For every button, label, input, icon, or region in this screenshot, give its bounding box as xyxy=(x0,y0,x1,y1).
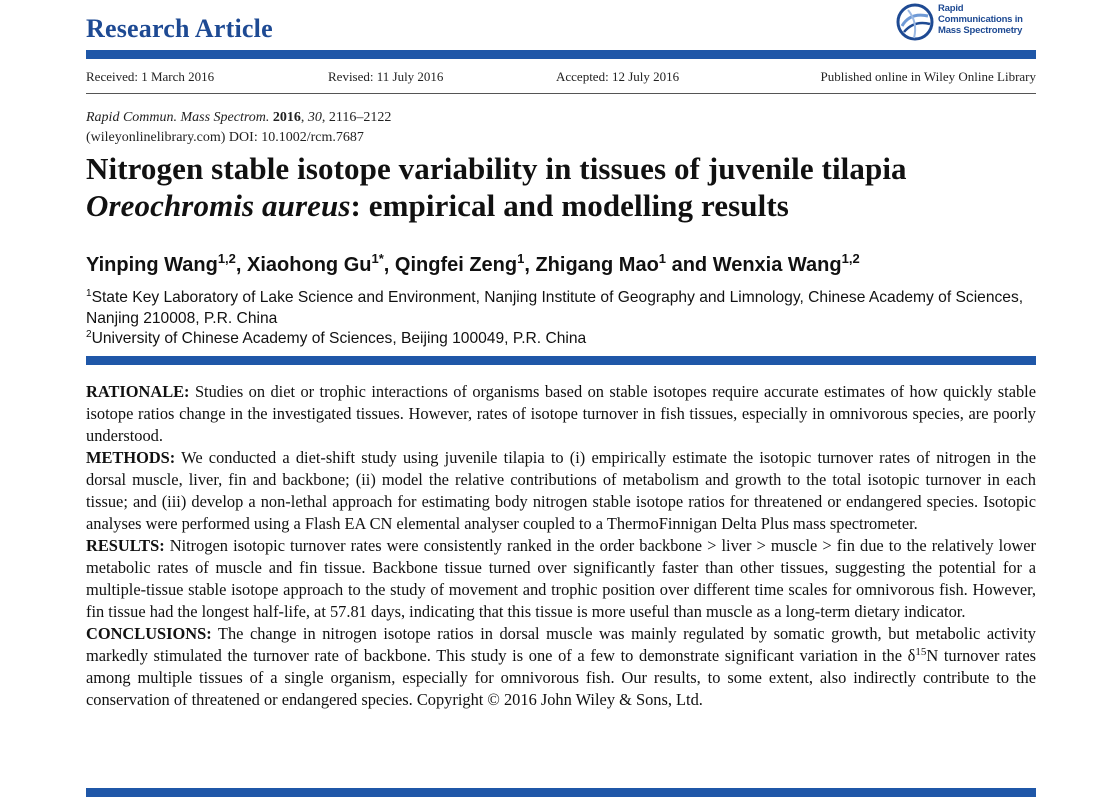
author-name: Qingfei Zeng xyxy=(394,254,518,276)
citation-volume: 30 xyxy=(307,110,322,125)
doi-line: (wileyonlinelibrary.com) DOI: 10.1002/rcm.7687 xyxy=(86,130,364,145)
title-line-2-rest: : empirical and modelling results xyxy=(350,188,789,223)
published-info: Published online in Wiley Online Library xyxy=(820,69,1036,84)
author-separator: , xyxy=(524,254,536,276)
logo-line: Rapid xyxy=(938,3,964,14)
middle-divider-bar xyxy=(86,356,1036,365)
journal-name: Rapid Commun. Mass Spectrom. xyxy=(86,110,270,125)
species-name: Oreochromis aureus xyxy=(86,188,351,223)
methods-label: METHODS: xyxy=(86,448,176,467)
citation-pages: 2116–2122 xyxy=(328,110,392,125)
affiliation-text: State Key Laboratory of Lake Science and Environment, Nanjing Institute of Geography and Limnology, Chinese Academy of Sciences, Nanjing 210008, P.R. China xyxy=(86,289,1024,327)
abstract-rationale xyxy=(86,381,1036,447)
affiliation-sup: 1 xyxy=(86,288,92,299)
abstract-conclusions xyxy=(86,623,1036,711)
author-name: Xiaohong Gu xyxy=(247,254,372,276)
methods-text: We conducted a diet-shift study using juvenile tilapia to (i) empirically estimate the isotopic turnover rates of nitrogen in the dorsal muscle, liver, fin and backbone; (ii) model the relative contributions of metabolism and growth to the total isotopic turnover in each tissue; and (iii) develop a non-lethal approach for estimating body nitrogen stable isotope ratios for threatened or endangered species. Isotopic analyses were performed using a Flash EA CN elemental analyser coupled to a ThermoFinnigan Delta Plus mass spectrometer. xyxy=(86,448,1036,533)
author-affiliation-sup: 1,2 xyxy=(217,251,236,266)
revised-date: Revised: 11 July 2016 xyxy=(328,69,444,84)
author-affiliation-sup: 1* xyxy=(371,251,384,266)
logo-line: Mass Spectrometry xyxy=(938,25,1023,36)
title-line-2 xyxy=(86,187,1046,224)
author-affiliation-sup: 1,2 xyxy=(841,251,860,266)
citation-year: 2016 xyxy=(272,110,301,125)
author-separator: , xyxy=(235,254,248,276)
journal-logo-icon xyxy=(896,2,936,42)
abstract-methods xyxy=(86,447,1036,535)
affiliation-sup: 2 xyxy=(86,329,92,340)
journal-logo-text xyxy=(938,3,1023,36)
isotope-superscript: 15 xyxy=(915,646,927,658)
dates-divider xyxy=(86,93,1036,94)
citation: Rapid Commun. Mass Spectrom. 2016, 30, 2116–2122 (wileyonlinelibrary.com) DOI: 10.1002/rcm.7687 xyxy=(86,108,391,148)
title-line-1: Nitrogen stable isotope variability in tissues of juvenile tilapia xyxy=(86,151,907,186)
conclusions-label: CONCLUSIONS: xyxy=(86,624,212,643)
affiliations xyxy=(86,288,1041,350)
bottom-divider-bar xyxy=(86,788,1036,797)
abstract-results xyxy=(86,535,1036,623)
author-separator: , xyxy=(383,254,395,276)
affiliation-2 xyxy=(86,329,1041,350)
author-affiliation-sup: 1 xyxy=(658,251,667,266)
results-label: RESULTS: xyxy=(86,536,165,555)
author-list xyxy=(86,251,860,277)
author-affiliation-sup: 1 xyxy=(517,251,525,266)
logo-line: Communications in xyxy=(938,14,1023,25)
accepted-date: Accepted: 12 July 2016 xyxy=(556,69,680,84)
top-divider-bar xyxy=(86,50,1036,59)
author-separator: and xyxy=(666,254,713,276)
journal-logo xyxy=(896,2,1046,44)
abstract xyxy=(86,381,1036,711)
rationale-text: Studies on diet or trophic interactions of organisms based on stable isotopes require accurate estimates of how quickly stable isotope ratios change in the investigated tissues. However, rates of isotope turnover in fish tissues, especially in omnivorous species, are poorly understood. xyxy=(86,382,1036,445)
affiliation-1 xyxy=(86,288,1041,329)
conclusions-text-a: The change in nitrogen isotope ratios in dorsal muscle was mainly regulated by somatic growth, but metabolic activity markedly stimulated the turnover rate of backbone. This study is one of a few to demonstrate significant variation in the δ xyxy=(86,624,1036,665)
author-name: Wenxia Wang xyxy=(712,254,842,276)
author-name: Zhigang Mao xyxy=(535,254,659,276)
conclusions-text-b: N turnover rates among multiple tissues of a single organism, especially for omnivorous fish. Our results, to some extent, also indirectly contribute to the conservation of threatened or endangered species. Copyright © 2016 John Wiley & Sons, Ltd. xyxy=(86,646,1036,709)
results-text: Nitrogen isotopic turnover rates were consistently ranked in the order backbone > liver > muscle > fin due to the relatively lower metabolic rates of muscle and fin tissue. Backbone tissue turned over significantly faster than other tissues, suggesting the potential for a multiple-tissue stable isotope approach to the study of movement and trophic position over different time scales for omnivorous fish. However, fin tissue had the longest half-life, at 57.81 days, indicating that this tissue is more useful than muscle as a long-term dietary indicator. xyxy=(86,536,1036,621)
author-name: Yinping Wang xyxy=(86,254,218,276)
section-label: Research Article xyxy=(86,14,273,43)
received-date: Received: 1 March 2016 xyxy=(86,69,215,84)
article-title xyxy=(86,150,1046,224)
affiliation-text: University of Chinese Academy of Sciences, Beijing 100049, P.R. China xyxy=(91,330,587,347)
rationale-label: RATIONALE: xyxy=(86,382,190,401)
